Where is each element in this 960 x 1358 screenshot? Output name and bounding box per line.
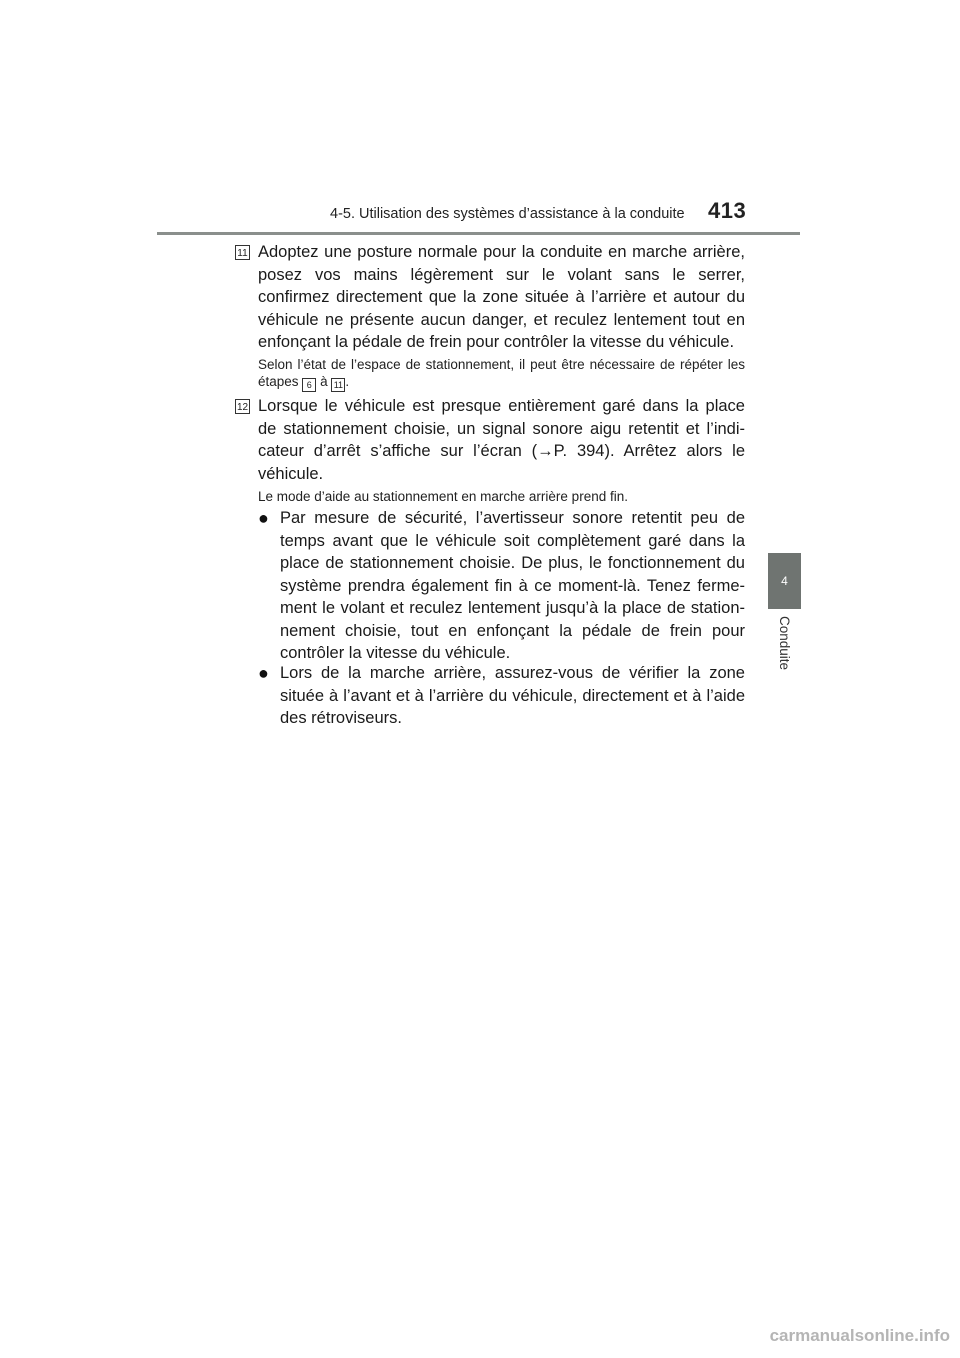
note-suffix: .: [345, 373, 350, 389]
step-text: Adoptez une posture normale pour la conduite en marche arrière, posez vos mains légèrement sur le volant sans le serrer, confirmez directement que la zone située à l’arrière et autour du véhicule ne présente aucun danger, et reculez lentement tout en enfonçant la pédale de frein pour contrôler la vitesse du véhicule.: [258, 243, 745, 351]
note-mid: à: [320, 373, 328, 389]
step-note: [258, 357, 745, 392]
step-ref-box: 11: [331, 378, 345, 392]
step-note: Le mode d’aide au stationnement en marche arrière prend fin.: [258, 489, 628, 504]
chapter-label: Conduite: [777, 616, 792, 671]
page-number: 413: [708, 198, 747, 223]
section-title: 4-5. Utilisation des systèmes d’assistance à la conduite: [330, 206, 685, 222]
header-divider: [157, 232, 800, 235]
step-text: Lorsque le véhicule est presque entièrement garé dans la place de stationnement choisie, un signal sonore aigu retentit et l’indi-cateur d’arrêt s’affiche sur l’écran (→P. 394). Arrêtez alors le véhicule.: [258, 397, 745, 483]
step-number-box: 11: [235, 245, 250, 260]
bullet-text: Lors de la marche arrière, assurez-vous de vérifier la zone située à l’avant et à l’arrière du véhicule, directement et à l’aide des rétroviseurs.: [280, 664, 745, 727]
bullet-icon: ●: [258, 663, 269, 683]
note-prefix: Selon l’état de l’espace de stationnement, il peut être nécessaire de répéter les étapes: [258, 357, 745, 389]
bullet-icon: ●: [258, 508, 269, 528]
step-ref-box: 6: [302, 378, 316, 392]
watermark: carmanualsonline.info: [769, 1326, 950, 1345]
bullet-text: Par mesure de sécurité, l’avertisseur sonore retentit peu de temps avant que le véhicule soit complètement garé dans la place de stationnement choisie. De plus, le fonctionnement du système prendra également fin à ce moment-là. Tenez ferme-ment le volant et reculez lentement jusqu’à la place de station-nement choisie, tout en enfonçant la pédale de frein pour contrôler la vitesse du véhicule.: [280, 509, 745, 662]
chapter-number: 4: [781, 574, 788, 588]
step-number-box: 12: [235, 399, 250, 414]
